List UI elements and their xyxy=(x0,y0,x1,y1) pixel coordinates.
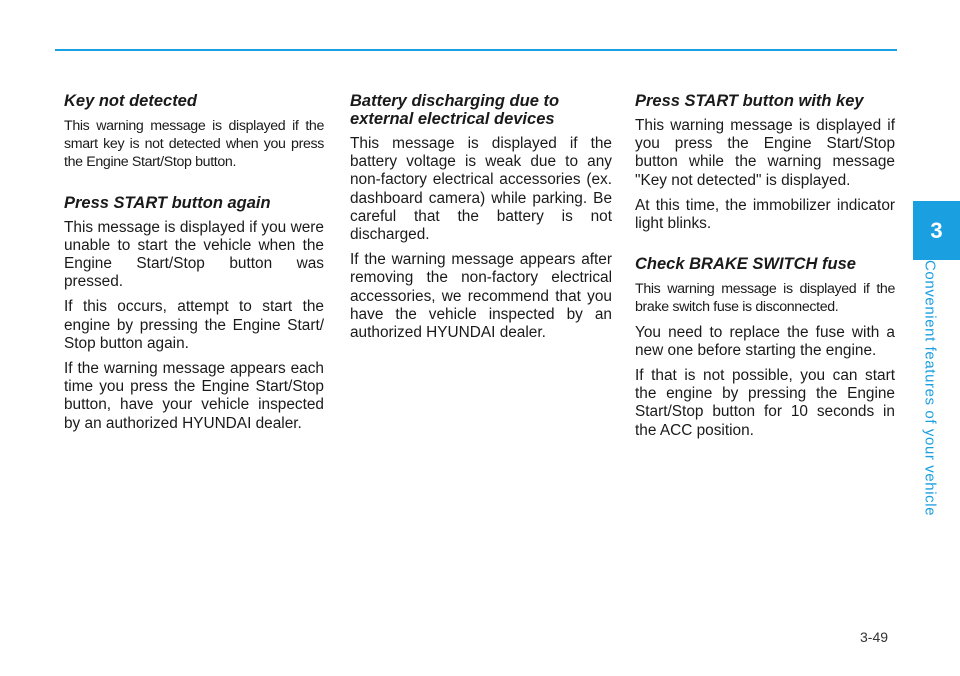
section-heading: Check BRAKE SWITCH fuse xyxy=(635,255,856,274)
paragraph: If this occurs, attempt to start the engine by pressing the Engine Start/ Stop button again. xyxy=(64,298,324,352)
paragraph: If the warning message appears after removing the non-factory electrical accessories, we recommend that you have the vehicle inspected by an authorized HYUNDAI dealer. xyxy=(350,251,612,342)
paragraph: If the warning message appears each time you press the Engine Start/Stop button, have your vehicle inspected by an authorized HYUNDAI dealer. xyxy=(64,360,324,432)
section-check-brake-switch-fuse xyxy=(635,255,895,440)
paragraph: You need to replace the fuse with a new one before starting the engine. xyxy=(635,323,895,359)
paragraph: At this time, the immobilizer indicator light blinks. xyxy=(635,196,895,233)
section-heading: Key not detected xyxy=(64,92,197,110)
paragraph: This message is displayed if the battery voltage is weak due to any non-factory electrical accessories (ex. dashboard camera) while parking. Be careful that the battery is not discharged. xyxy=(350,135,612,244)
column-1 xyxy=(64,92,324,440)
header-rule xyxy=(55,49,897,51)
paragraph: This warning message is displayed if you press the Engine Start/Stop button while the warning message "Key not detected" is displayed. xyxy=(635,117,895,189)
paragraph: This warning message is displayed if the smart key is not detected when you press the Engine Start/Stop button. xyxy=(64,118,324,171)
section-battery-discharging xyxy=(350,92,612,342)
column-2 xyxy=(350,92,612,349)
chapter-tab: 3 xyxy=(913,201,960,260)
paragraph: This warning message is displayed if the brake switch fuse is disconnected. xyxy=(635,281,895,316)
chapter-title: Convenient features of your vehicle xyxy=(921,260,939,517)
paragraph: This message is displayed if you were unable to start the vehicle when the Engine Start/Stop button was pressed. xyxy=(64,218,324,291)
page-number: 3-49 xyxy=(860,629,889,645)
section-heading: Press START button again xyxy=(64,193,271,212)
section-press-start-with-key xyxy=(635,92,895,233)
paragraph: If that is not possible, you can start the engine by pressing the Engine Start/Stop button for 10 seconds in the ACC position. xyxy=(635,367,895,439)
section-heading: Battery discharging due to external electrical devices xyxy=(350,92,560,128)
section-key-not-detected xyxy=(64,92,324,172)
section-press-start-again xyxy=(64,194,324,433)
column-3 xyxy=(635,92,895,447)
section-heading: Press START button with key xyxy=(635,92,864,110)
